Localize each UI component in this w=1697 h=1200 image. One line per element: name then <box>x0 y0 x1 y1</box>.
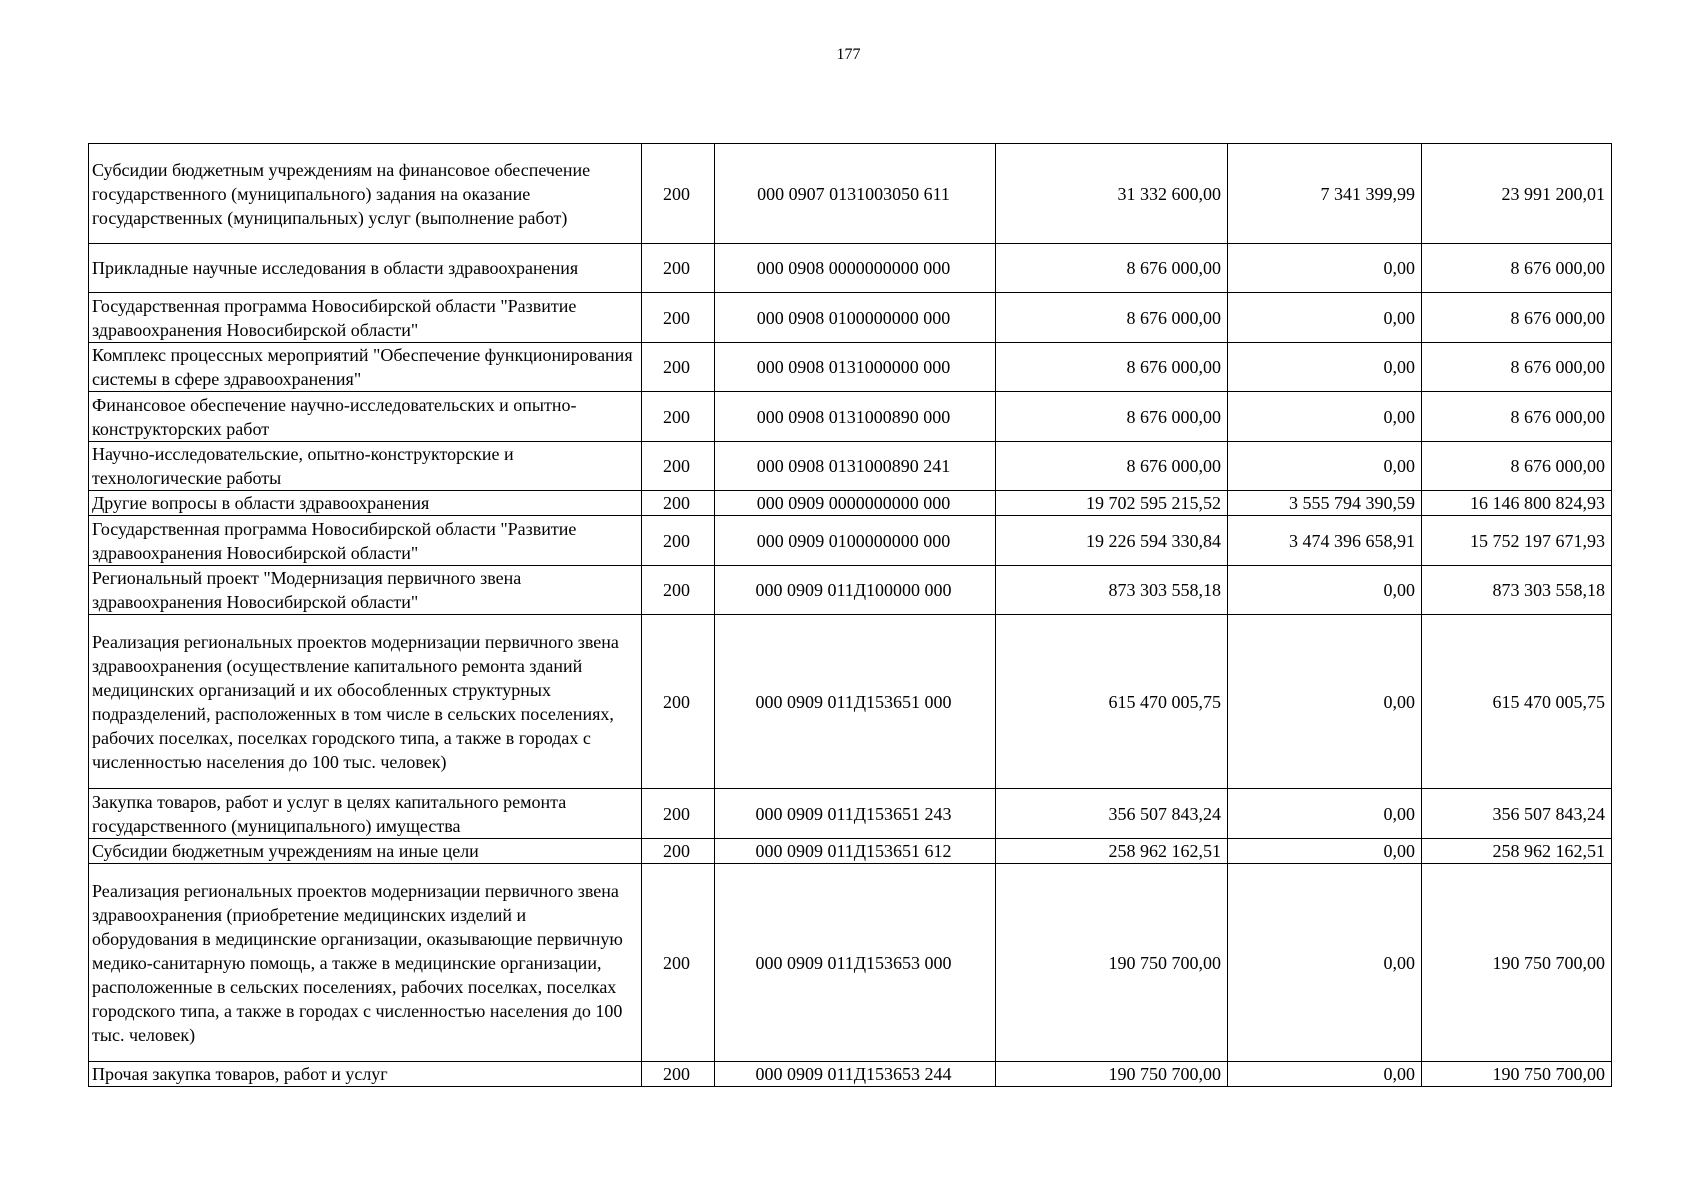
row-approved: 31 332 600,00 <box>996 144 1228 244</box>
row-kbk: 000 0908 0131000000 000 <box>715 343 996 392</box>
row-approved: 615 470 005,75 <box>996 615 1228 789</box>
row-name: Региональный проект "Модернизация первичного звена здравоохранения Новосибирской области" <box>89 566 642 615</box>
row-name: Реализация региональных проектов модернизации первичного звена здравоохранения (осуществление капитального ремонта зданий медицинских организаций и их обособленных структурных подразделений, расположенных в том числе в сельских поселениях, рабочих поселках, поселках городского типа, а также в городах с численностью населения до 100 тыс. человек) <box>89 615 642 789</box>
table-row <box>89 491 1612 516</box>
row-code: 200 <box>642 144 715 244</box>
row-unexecuted: 190 750 700,00 <box>1422 1062 1612 1087</box>
table-row <box>89 516 1612 566</box>
row-executed: 0,00 <box>1228 864 1422 1062</box>
row-unexecuted: 15 752 197 671,93 <box>1422 516 1612 566</box>
row-executed: 0,00 <box>1228 244 1422 293</box>
row-executed: 0,00 <box>1228 1062 1422 1087</box>
row-unexecuted: 258 962 162,51 <box>1422 839 1612 864</box>
row-code: 200 <box>642 343 715 392</box>
row-unexecuted: 615 470 005,75 <box>1422 615 1612 789</box>
row-approved: 19 702 595 215,52 <box>996 491 1228 516</box>
row-kbk: 000 0908 0131000890 241 <box>715 442 996 491</box>
row-approved: 8 676 000,00 <box>996 442 1228 491</box>
row-kbk: 000 0909 011Д153651 243 <box>715 789 996 839</box>
row-name: Комплекс процессных мероприятий "Обеспечение функционирования системы в сфере здравоохранения" <box>89 343 642 392</box>
row-unexecuted: 8 676 000,00 <box>1422 343 1612 392</box>
row-name: Прочая закупка товаров, работ и услуг <box>89 1062 642 1087</box>
row-kbk: 000 0909 011Д153653 244 <box>715 1062 996 1087</box>
row-kbk: 000 0909 011Д100000 000 <box>715 566 996 615</box>
page-number: 177 <box>836 46 861 63</box>
row-executed: 3 474 396 658,91 <box>1228 516 1422 566</box>
row-name: Научно-исследовательские, опытно-конструкторские и технологические работы <box>89 442 642 491</box>
row-approved: 8 676 000,00 <box>996 392 1228 442</box>
row-executed: 7 341 399,99 <box>1228 144 1422 244</box>
row-approved: 19 226 594 330,84 <box>996 516 1228 566</box>
table-row <box>89 864 1612 1062</box>
row-approved: 8 676 000,00 <box>996 343 1228 392</box>
row-unexecuted: 190 750 700,00 <box>1422 864 1612 1062</box>
table-row <box>89 144 1612 244</box>
row-approved: 190 750 700,00 <box>996 1062 1228 1087</box>
row-unexecuted: 8 676 000,00 <box>1422 244 1612 293</box>
row-executed: 0,00 <box>1228 343 1422 392</box>
row-executed: 0,00 <box>1228 293 1422 343</box>
row-unexecuted: 873 303 558,18 <box>1422 566 1612 615</box>
table-row <box>89 566 1612 615</box>
row-executed: 0,00 <box>1228 442 1422 491</box>
row-name: Закупка товаров, работ и услуг в целях капитального ремонта государственного (муниципального) имущества <box>89 789 642 839</box>
row-kbk: 000 0909 011Д153651 612 <box>715 839 996 864</box>
row-approved: 873 303 558,18 <box>996 566 1228 615</box>
row-name: Финансовое обеспечение научно-исследовательских и опытно-конструкторских работ <box>89 392 642 442</box>
table-row <box>89 442 1612 491</box>
row-code: 200 <box>642 839 715 864</box>
row-code: 200 <box>642 566 715 615</box>
row-name: Другие вопросы в области здравоохранения <box>89 491 642 516</box>
row-unexecuted: 356 507 843,24 <box>1422 789 1612 839</box>
row-code: 200 <box>642 491 715 516</box>
row-code: 200 <box>642 615 715 789</box>
row-unexecuted: 8 676 000,00 <box>1422 293 1612 343</box>
row-approved: 8 676 000,00 <box>996 293 1228 343</box>
row-executed: 0,00 <box>1228 615 1422 789</box>
row-code: 200 <box>642 516 715 566</box>
row-unexecuted: 16 146 800 824,93 <box>1422 491 1612 516</box>
row-executed: 0,00 <box>1228 566 1422 615</box>
table-row <box>89 392 1612 442</box>
table-row <box>89 615 1612 789</box>
row-kbk: 000 0907 0131003050 611 <box>715 144 996 244</box>
row-code: 200 <box>642 864 715 1062</box>
row-executed: 0,00 <box>1228 392 1422 442</box>
row-name: Субсидии бюджетным учреждениям на иные цели <box>89 839 642 864</box>
table-row <box>89 839 1612 864</box>
row-name: Государственная программа Новосибирской области "Развитие здравоохранения Новосибирской области" <box>89 293 642 343</box>
table-row <box>89 789 1612 839</box>
row-unexecuted: 8 676 000,00 <box>1422 442 1612 491</box>
row-kbk: 000 0908 0000000000 000 <box>715 244 996 293</box>
row-approved: 8 676 000,00 <box>996 244 1228 293</box>
row-code: 200 <box>642 1062 715 1087</box>
row-name: Субсидии бюджетным учреждениям на финансовое обеспечение государственного (муниципального) задания на оказание государственных (муниципальных) услуг (выполнение работ) <box>89 144 642 244</box>
row-kbk: 000 0909 0000000000 000 <box>715 491 996 516</box>
row-approved: 190 750 700,00 <box>996 864 1228 1062</box>
row-approved: 258 962 162,51 <box>996 839 1228 864</box>
budget-table <box>88 143 1612 1087</box>
row-executed: 3 555 794 390,59 <box>1228 491 1422 516</box>
row-code: 200 <box>642 293 715 343</box>
row-kbk: 000 0909 011Д153653 000 <box>715 864 996 1062</box>
row-name: Прикладные научные исследования в области здравоохранения <box>89 244 642 293</box>
row-code: 200 <box>642 244 715 293</box>
row-unexecuted: 8 676 000,00 <box>1422 392 1612 442</box>
row-executed: 0,00 <box>1228 839 1422 864</box>
row-kbk: 000 0909 011Д153651 000 <box>715 615 996 789</box>
table-row <box>89 343 1612 392</box>
row-kbk: 000 0908 0100000000 000 <box>715 293 996 343</box>
row-name: Реализация региональных проектов модернизации первичного звена здравоохранения (приобретение медицинских изделий и оборудования в медицинские организации, оказывающие первичную медико-санитарную помощь, а также в медицинские организации, расположенные в сельских поселениях, рабочих поселках, поселках городского типа, а также в городах с численностью населения до 100 тыс. человек) <box>89 864 642 1062</box>
row-kbk: 000 0909 0100000000 000 <box>715 516 996 566</box>
table-row <box>89 1062 1612 1087</box>
row-kbk: 000 0908 0131000890 000 <box>715 392 996 442</box>
table-row <box>89 293 1612 343</box>
row-code: 200 <box>642 442 715 491</box>
row-unexecuted: 23 991 200,01 <box>1422 144 1612 244</box>
table-row <box>89 244 1612 293</box>
row-executed: 0,00 <box>1228 789 1422 839</box>
row-name: Государственная программа Новосибирской области "Развитие здравоохранения Новосибирской области" <box>89 516 642 566</box>
row-code: 200 <box>642 392 715 442</box>
row-approved: 356 507 843,24 <box>996 789 1228 839</box>
row-code: 200 <box>642 789 715 839</box>
